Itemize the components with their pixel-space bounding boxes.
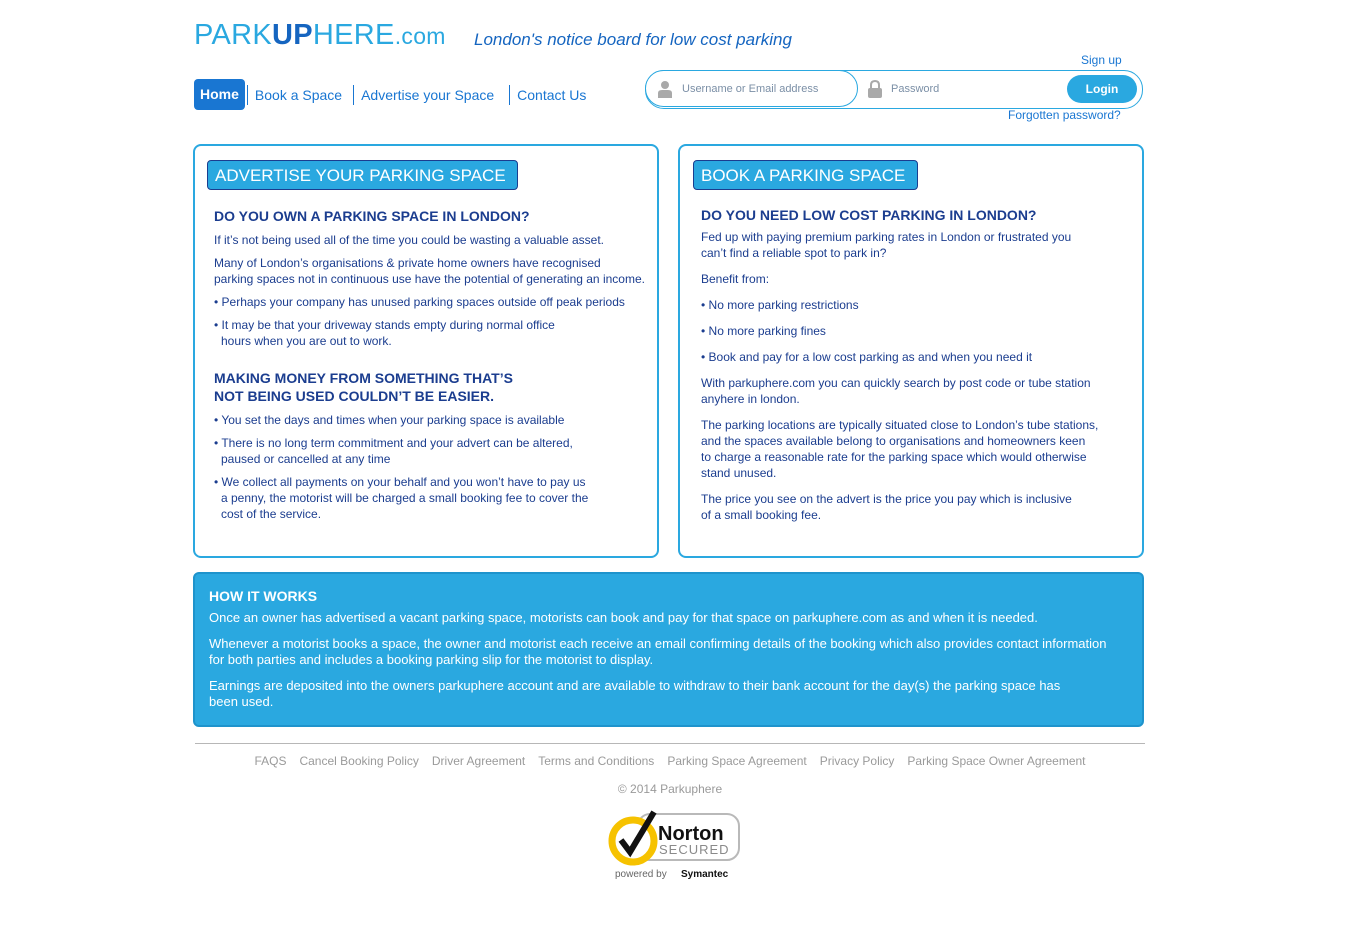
norton-secured-badge[interactable] [608, 808, 742, 884]
logo-park: PARK [194, 19, 273, 51]
book-bullet: • No more parking restrictions [701, 298, 859, 312]
badge-powered-text: powered by [615, 869, 667, 880]
advertise-bullet: • Perhaps your company has unused parking spaces outside off peak periods [214, 295, 625, 309]
logo-up: UP [272, 19, 313, 51]
badge-symantec-text: Symantec [681, 869, 729, 880]
advertise-bullet: hours when you are out to work. [221, 334, 392, 348]
lock-icon [867, 80, 883, 98]
advertise-bullet: a penny, the motorist will be charged a small booking fee to cover the [221, 491, 589, 505]
book-heading: DO YOU NEED LOW COST PARKING IN LONDON? [701, 207, 1037, 223]
advertise-panel-title[interactable]: ADVERTISE YOUR PARKING SPACE [207, 160, 518, 190]
forgot-password-link[interactable]: Forgotten password? [1008, 108, 1121, 122]
advertise-heading: DO YOU OWN A PARKING SPACE IN LONDON? [214, 208, 530, 224]
advertise-heading: MAKING MONEY FROM SOMETHING THAT’S [214, 370, 513, 386]
login-button[interactable]: Login [1067, 75, 1137, 103]
book-text: Fed up with paying premium parking rates in London or frustrated you [701, 230, 1072, 244]
nav-home[interactable]: Home [194, 79, 245, 110]
username-input[interactable] [645, 70, 858, 107]
advertise-bullet: cost of the service. [221, 507, 322, 521]
logo-here: HERE [312, 19, 395, 51]
advertise-bullet: • You set the days and times when your parking space is available [214, 413, 565, 427]
book-text: anyhere in london. [701, 392, 800, 406]
book-text: can’t find a reliable spot to park in? [701, 246, 887, 260]
password-input[interactable]: Password [891, 83, 940, 95]
main-nav [194, 79, 593, 110]
advertise-heading: NOT BEING USED COULDN’T BE EASIER. [214, 388, 495, 404]
how-it-works-heading: HOW IT WORKS [209, 588, 318, 604]
book-text: and the spaces available belong to organisations and homeowners keen [701, 434, 1086, 448]
footer-link-faqs[interactable]: FAQS [254, 754, 287, 768]
nav-advertise-your-space[interactable]: Advertise your Space [361, 86, 495, 103]
footer-link-driver-agreement[interactable]: Driver Agreement [431, 754, 526, 768]
book-text: The price you see on the advert is the price you pay which is inclusive [701, 492, 1072, 506]
book-text: The parking locations are typically situated close to London’s tube stations, [701, 418, 1099, 432]
footer-links [195, 754, 1145, 768]
book-panel-title[interactable]: BOOK A PARKING SPACE [693, 160, 918, 190]
signup-link[interactable]: Sign up [1081, 53, 1122, 67]
badge-norton-text: Norton [658, 823, 724, 845]
how-it-works-text: Earnings are deposited into the owners parkuphere account and are available to withdraw to their bank account for the day(s) the parking space has [209, 678, 1061, 693]
book-text: With parkuphere.com you can quickly search by post code or tube station [701, 376, 1091, 390]
advertise-text: If it’s not being used all of the time you could be wasting a valuable asset. [214, 233, 605, 247]
book-text: stand unused. [701, 466, 777, 480]
advertise-bullet: • We collect all payments on your behalf and you won’t have to pay us [214, 475, 586, 489]
book-bullet: • Book and pay for a low cost parking as and when you need it [701, 350, 1033, 364]
how-it-works-text: Once an owner has advertised a vacant parking space, motorists can book and pay for that space on parkuphere.com as and when it is needed. [209, 610, 1038, 625]
book-bullet: • No more parking fines [701, 324, 826, 338]
advertise-bullet: paused or cancelled at any time [221, 452, 391, 466]
footer-link-privacy-policy[interactable]: Privacy Policy [819, 754, 895, 768]
copyright: © 2014 Parkuphere [617, 782, 723, 796]
how-it-works-text: been used. [209, 694, 274, 709]
how-it-works-text: for both parties and includes a booking parking slip for the motorist to display. [209, 652, 654, 667]
nav-contact-us[interactable]: Contact Us [517, 86, 587, 103]
logo-com: .com [394, 23, 446, 49]
footer-link-terms-and-conditions[interactable]: Terms and Conditions [538, 754, 655, 768]
how-it-works-text: Whenever a motorist books a space, the owner and motorist each receive an email confirming details of the booking which also provides contact information [209, 636, 1107, 651]
footer-link-cancel-booking-policy[interactable]: Cancel Booking Policy [299, 754, 419, 768]
site-tagline: London's notice board for low cost parking [474, 30, 792, 49]
site-logo[interactable] [194, 18, 446, 53]
footer-link-parking-space-agreement[interactable]: Parking Space Agreement [667, 754, 807, 768]
footer-link-parking-space-owner-agreement[interactable]: Parking Space Owner Agreement [907, 754, 1086, 768]
footer-divider [195, 743, 1145, 744]
advertise-bullet: • There is no long term commitment and your advert can be altered, [214, 436, 573, 450]
username-placeholder: Username or Email address [682, 83, 819, 95]
advertise-bullet: • It may be that your driveway stands empty during normal office [214, 318, 555, 332]
advertise-text: parking spaces not in continuous use have the potential of generating an income. [214, 272, 645, 286]
nav-book-a-space[interactable]: Book a Space [254, 86, 343, 103]
advertise-text: Many of London’s organisations & private home owners have recognised [214, 256, 601, 270]
badge-secured-text: SECURED [659, 842, 730, 857]
user-icon [657, 80, 673, 98]
book-text: of a small booking fee. [701, 508, 822, 522]
book-text: to charge a reasonable rate for the parking space which would otherwise [701, 450, 1087, 464]
book-text: Benefit from: [701, 272, 770, 286]
